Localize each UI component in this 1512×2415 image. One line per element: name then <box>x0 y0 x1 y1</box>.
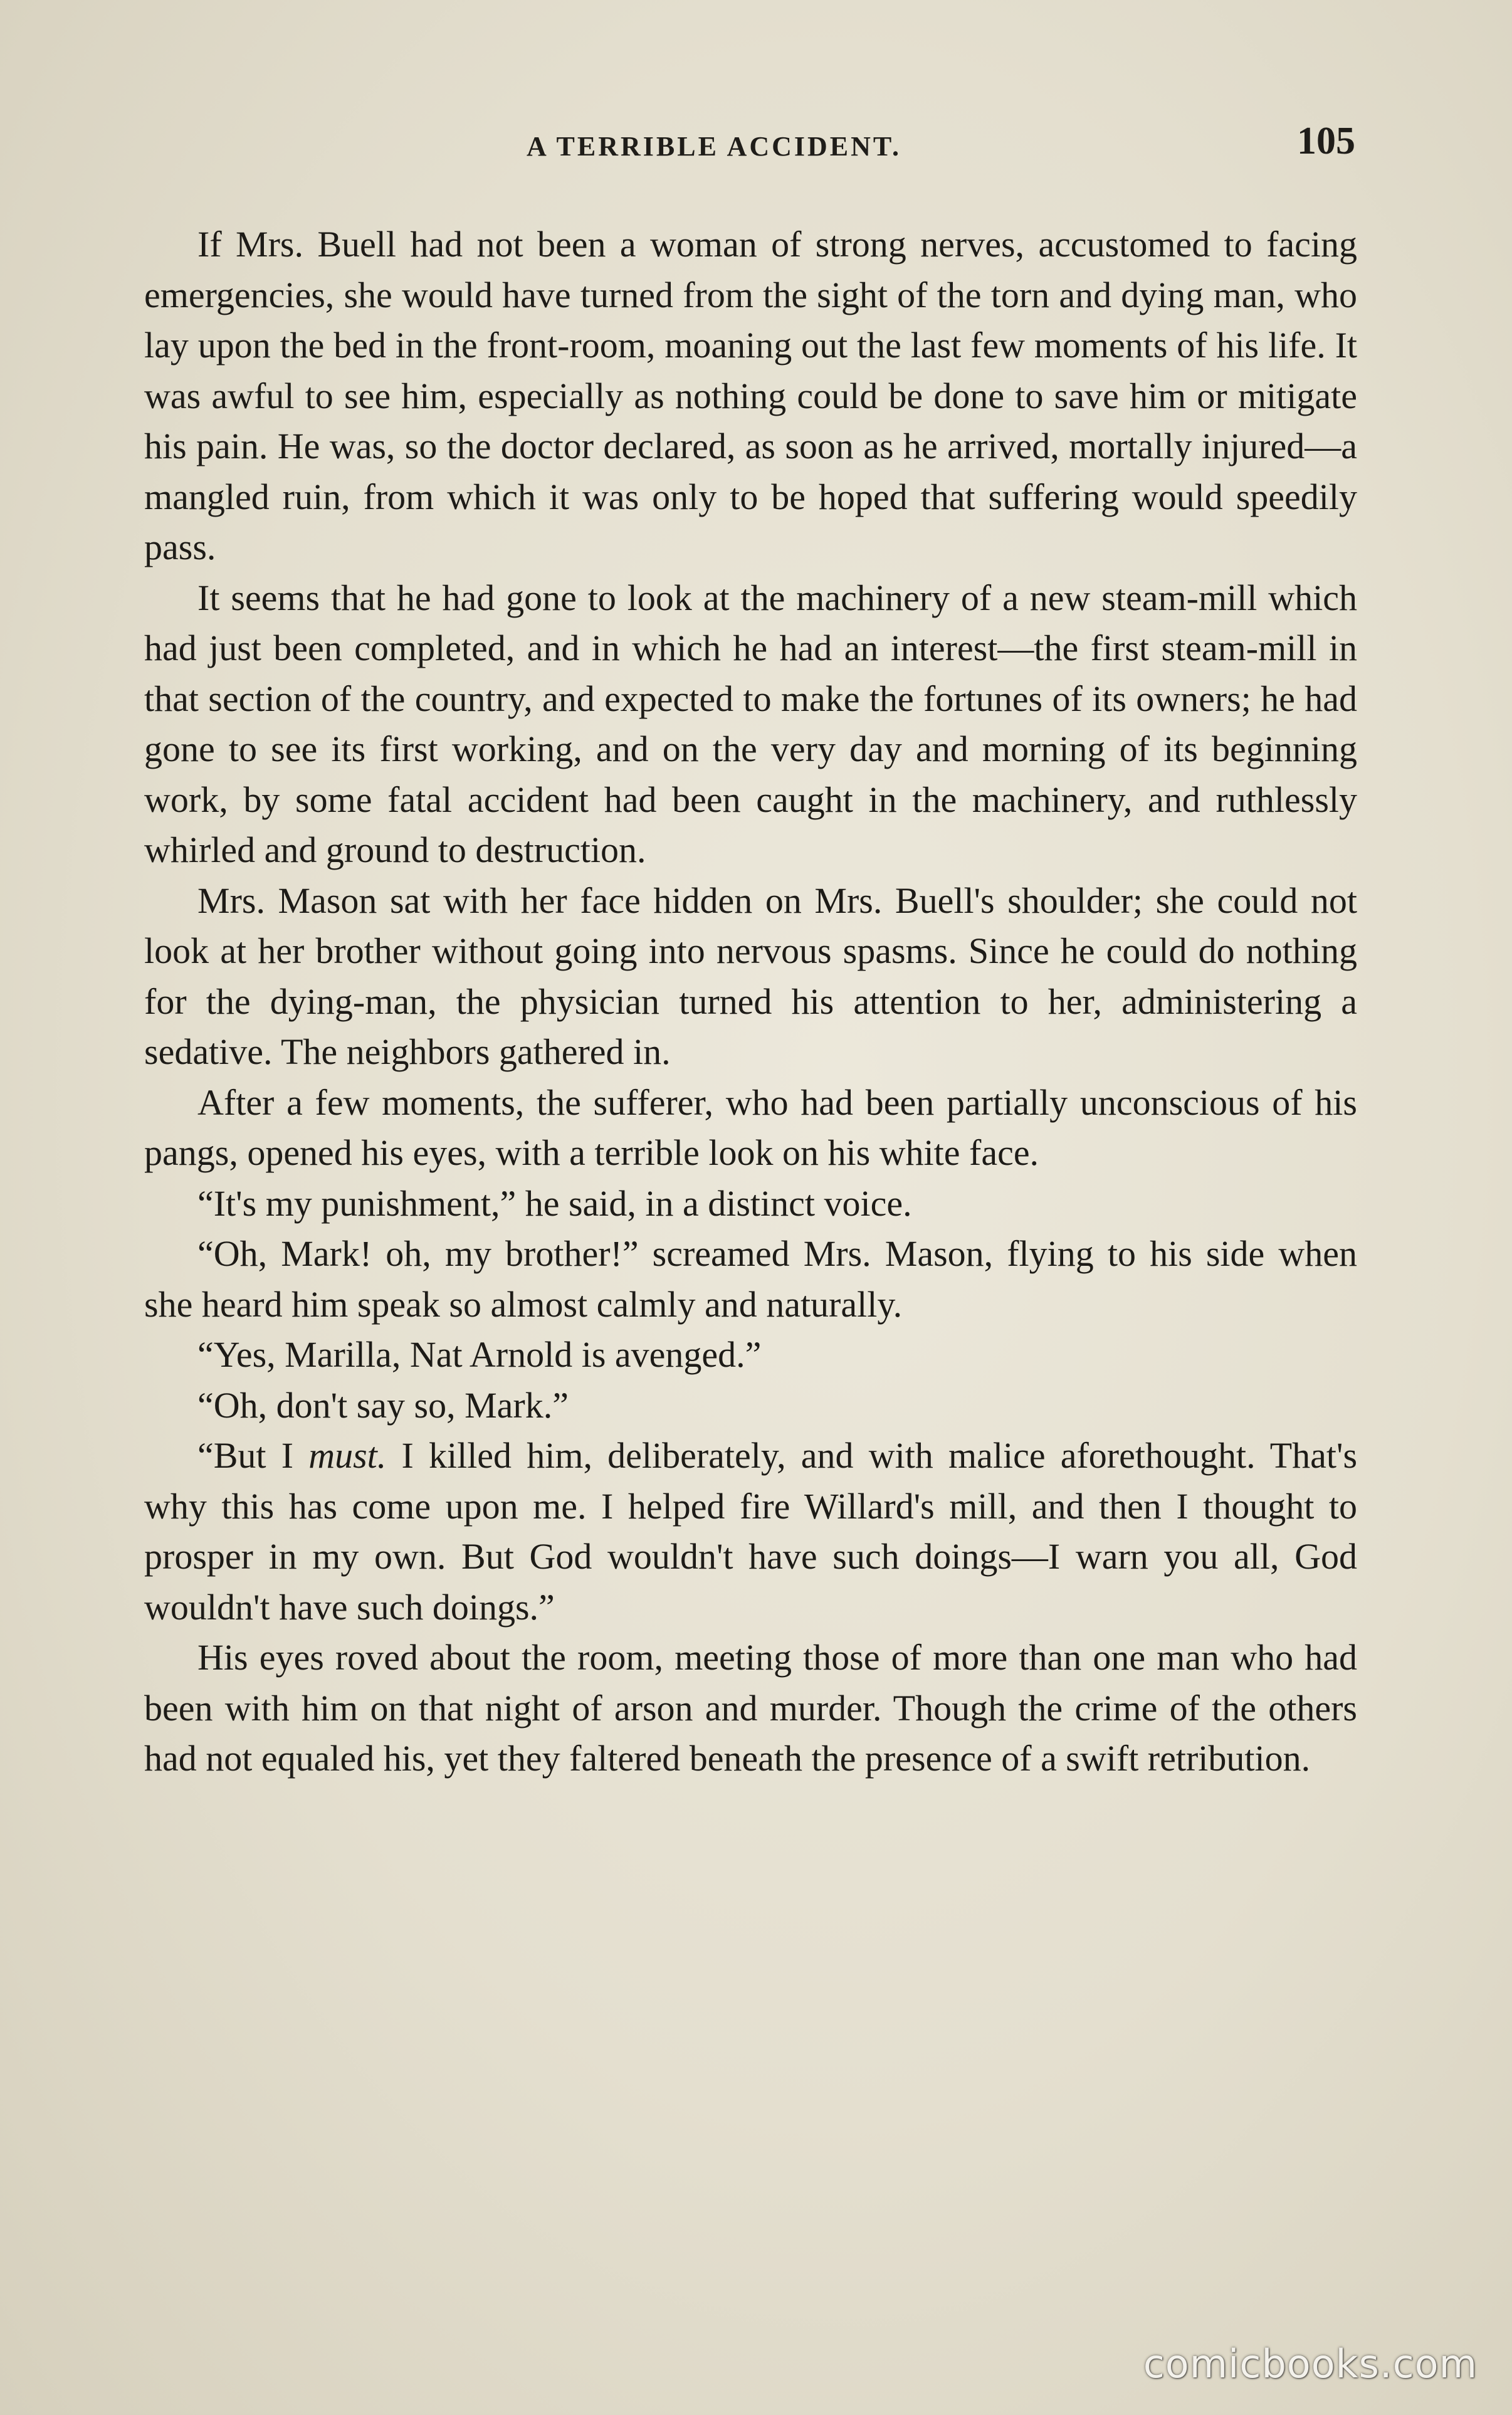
paragraph-10: His eyes roved about the room, meeting those of more than one man who had been with him on that night of arson and murder. Though the crime of the others had not equaled his, yet they faltered beneath the presence of a swift retribution. <box>144 1637 1357 1779</box>
running-head: A TERRIBLE ACCIDENT. <box>527 131 901 162</box>
watermark-logo: comicbooks.com <box>1143 2341 1478 2387</box>
paragraph-8: “Oh, don't say so, Mark.” <box>197 1384 569 1426</box>
page-header <box>144 119 1355 176</box>
paragraph-6: “Oh, Mark! oh, my brother!” screamed Mrs. Mason, flying to his side when she heard him speak so almost calmly and naturally. <box>144 1233 1357 1325</box>
emphasis-must: must. <box>308 1435 387 1476</box>
paragraph-1: If Mrs. Buell had not been a woman of strong nerves, accustomed to facing emergencies, she would have turned from the sight of the torn and dying man, who lay upon the bed in the front-room, moaning out the last few moments of his life. It was awful to see him, especially as nothing could be done to save him or mitigate his pain. He was, so the doctor declared, as soon as he arrived, mortally injured—a mangled ruin, from which it was only to be hoped that suffering would speedily pass. <box>144 224 1357 567</box>
paragraph-3: Mrs. Mason sat with her face hidden on Mrs. Buell's shoulder; she could not look at her brother without going into nervous spasms. Since he could do nothing for the dying-man, the physician turned his attention to her, administering a sedative. The neighbors gathered in. <box>144 880 1357 1072</box>
paragraph-4: After a few moments, the sufferer, who had been partially unconscious of his pangs, opened his eyes, with a terrible look on his white face. <box>144 1081 1357 1173</box>
paragraph-9 <box>144 1431 1357 1633</box>
page-number: 105 <box>1297 120 1355 162</box>
paragraph-9-start: “But I <box>197 1435 309 1476</box>
paragraph-2: It seems that he had gone to look at the machinery of a new steam-mill which had just been completed, and in which he had an interest—the first steam-mill in that section of the country, and expected to make the fortunes of its owners; he had gone to see its first working, and on the very day and morning of its beginning work, by some fatal accident had been caught in the machinery, and ruthlessly whirled and ground to destruction. <box>144 577 1357 870</box>
paragraph-7: “Yes, Marilla, Nat Arnold is avenged.” <box>197 1334 762 1375</box>
paragraph-9-rest: I killed him, deliberately, and with malice aforethought. That's why this has come upon me. I helped fire Willard's mill, and then I thought to prosper in my own. But God wouldn't have such doings—I warn you all, God wouldn't have such doings.” <box>144 1435 1358 1628</box>
body-text <box>144 219 1357 1784</box>
paragraph-5: “It's my punishment,” he said, in a distinct voice. <box>197 1182 912 1224</box>
